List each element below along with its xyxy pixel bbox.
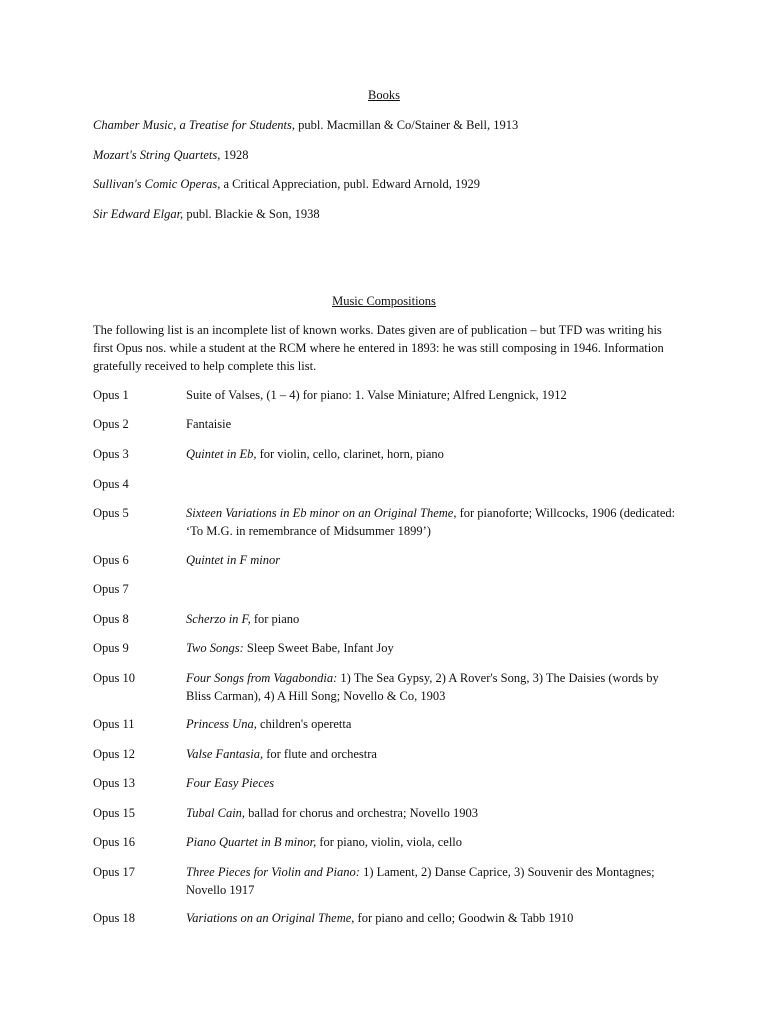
opus-description bbox=[186, 504, 686, 540]
book-title: Chamber Music, a Treatise for Students, bbox=[93, 118, 295, 132]
opus-description bbox=[186, 745, 686, 763]
opus-description bbox=[186, 551, 686, 569]
opus-number: Opus 3 bbox=[93, 447, 129, 461]
books-heading: Books bbox=[368, 88, 400, 102]
opus-number: Opus 1 bbox=[93, 388, 129, 402]
opus-title: Tubal Cain, bbox=[186, 806, 246, 820]
opus-details: for piano, violin, viola, cello bbox=[316, 835, 463, 849]
opus-description bbox=[186, 833, 686, 851]
book-entry bbox=[93, 205, 713, 223]
opus-details: Fantaisie bbox=[186, 417, 232, 431]
opus-details: for piano and cello; Goodwin & Tabb 1910 bbox=[354, 911, 574, 925]
book-title: Mozart's String Quartets, bbox=[93, 148, 221, 162]
book-entry bbox=[93, 175, 713, 193]
book-details: 1928 bbox=[220, 148, 249, 162]
opus-number: Opus 7 bbox=[93, 582, 129, 596]
opus-number: Opus 9 bbox=[93, 641, 129, 655]
opus-description bbox=[186, 445, 686, 463]
opus-number: Opus 18 bbox=[93, 911, 136, 925]
opus-description bbox=[186, 639, 686, 657]
opus-number: Opus 4 bbox=[93, 477, 129, 491]
opus-title: Two Songs: bbox=[186, 641, 244, 655]
opus-details: for violin, cello, clarinet, horn, piano bbox=[256, 447, 444, 461]
opus-title: Sixteen Variations in Eb minor on an Original Theme, bbox=[186, 506, 457, 520]
opus-number: Opus 6 bbox=[93, 553, 129, 567]
opus-number: Opus 2 bbox=[93, 417, 129, 431]
opus-title: Three Pieces for Violin and Piano: bbox=[186, 865, 360, 879]
opus-title: Valse Fantasia, bbox=[186, 747, 264, 761]
opus-title: Piano Quartet in B minor, bbox=[186, 835, 317, 849]
opus-details: for pianoforte; Willcocks, 1906 (dedicated: ‘To M.G. in remembrance of Midsummer 1899’) bbox=[186, 506, 676, 538]
opus-number: Opus 10 bbox=[93, 671, 136, 685]
opus-details: 1) Lament, 2) Danse Caprice, 3) Souvenir des Montagnes; Novello 1917 bbox=[186, 865, 655, 897]
opus-title: Four Songs from Vagabondia: bbox=[186, 671, 338, 685]
opus-number: Opus 16 bbox=[93, 835, 136, 849]
book-details: publ. Macmillan & Co/Stainer & Bell, 1913 bbox=[294, 118, 519, 132]
opus-number: Opus 15 bbox=[93, 806, 136, 820]
opus-description bbox=[186, 669, 686, 705]
opus-number: Opus 13 bbox=[93, 776, 136, 790]
opus-number: Opus 5 bbox=[93, 506, 129, 520]
opus-number: Opus 11 bbox=[93, 717, 135, 731]
opus-description bbox=[186, 715, 686, 733]
book-details: publ. Blackie & Son, 1938 bbox=[183, 207, 320, 221]
opus-title: Quintet in F minor bbox=[186, 553, 281, 567]
opus-title: Quintet in Eb, bbox=[186, 447, 257, 461]
book-details: a Critical Appreciation, publ. Edward Arnold, 1929 bbox=[220, 177, 480, 191]
book-entry bbox=[93, 146, 713, 164]
book-title: Sir Edward Elgar, bbox=[93, 207, 184, 221]
opus-description bbox=[186, 774, 686, 792]
opus-title: Princess Una, bbox=[186, 717, 257, 731]
opus-number: Opus 12 bbox=[93, 747, 136, 761]
opus-description bbox=[186, 386, 686, 404]
opus-details: Sleep Sweet Babe, Infant Joy bbox=[243, 641, 394, 655]
book-title: Sullivan's Comic Operas, bbox=[93, 177, 221, 191]
opus-description bbox=[186, 909, 686, 927]
opus-number: Opus 17 bbox=[93, 865, 136, 879]
opus-details: for piano bbox=[250, 612, 300, 626]
intro-paragraph: The following list is an incomplete list of known works. Dates given are of publication – but TFD was writing his first Opus nos. while a student at the RCM where he entered in 1893: he was still composing in 1946. Information gratefully received to help complete this list. bbox=[93, 323, 664, 373]
opus-title: Four Easy Pieces bbox=[186, 776, 275, 790]
opus-description bbox=[186, 415, 686, 433]
opus-details: ballad for chorus and orchestra; Novello 1903 bbox=[245, 806, 478, 820]
opus-title: Variations on an Original Theme, bbox=[186, 911, 355, 925]
opus-description bbox=[186, 804, 686, 822]
opus-title: Scherzo in F, bbox=[186, 612, 251, 626]
opus-details: children's operetta bbox=[256, 717, 352, 731]
opus-number: Opus 8 bbox=[93, 612, 129, 626]
opus-details: 1) The Sea Gypsy, 2) A Rover's Song, 3) The Daisies (words by Bliss Carman), 4) A Hill Song; Novello & Co, 1903 bbox=[186, 671, 659, 703]
opus-description bbox=[186, 863, 686, 899]
book-entry bbox=[93, 116, 713, 134]
opus-details: Suite of Valses, (1 – 4) for piano: 1. Valse Miniature; Alfred Lengnick, 1912 bbox=[186, 388, 567, 402]
music-compositions-heading: Music Compositions bbox=[332, 294, 436, 308]
opus-details: for flute and orchestra bbox=[263, 747, 377, 761]
opus-description bbox=[186, 610, 686, 628]
